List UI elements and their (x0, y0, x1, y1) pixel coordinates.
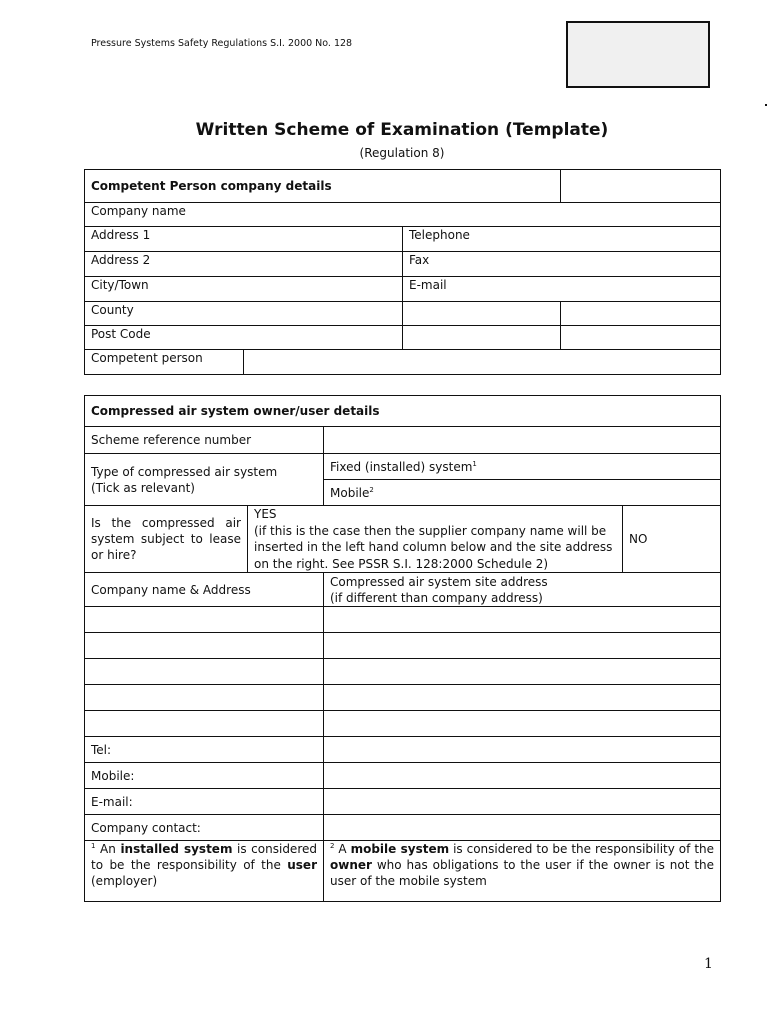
system-type-note: (Tick as relevant) (91, 480, 195, 495)
footnote-2 (324, 841, 721, 902)
email-field[interactable]: E-mail (403, 277, 721, 302)
company-address-line-2[interactable] (85, 633, 324, 659)
footnote-1 (85, 841, 324, 902)
competent-person-label: Competent person (85, 350, 244, 375)
site-address-line-2[interactable] (324, 633, 721, 659)
company-address-line-4[interactable] (85, 685, 324, 711)
footnote-1-term2: user (287, 858, 317, 872)
company-address-label: Company name & Address (85, 573, 324, 607)
page-title: Written Scheme of Examination (Template) (195, 120, 609, 140)
company-address-line-3[interactable] (85, 659, 324, 685)
site-contact-field[interactable] (324, 815, 721, 841)
stamp-box (566, 21, 710, 88)
site-mobile-field[interactable] (324, 763, 721, 789)
site-address-note: (if different than company address) (330, 590, 543, 605)
lease-no-option[interactable]: NO (623, 506, 721, 573)
owner-user-table (84, 395, 721, 902)
fixed-system-label: Fixed (installed) system (330, 459, 473, 474)
fixed-system-option[interactable] (324, 454, 721, 480)
company-address-line-1[interactable] (85, 607, 324, 633)
footnote-1-pre: An (95, 842, 121, 856)
mobile-system-label: Mobile (330, 485, 370, 500)
company-name-field[interactable]: Company name (85, 203, 721, 227)
site-address-label (324, 573, 721, 607)
footnote-ref-1: 1 (472, 459, 477, 468)
site-address-line-1[interactable] (324, 607, 721, 633)
mobile-system-option[interactable] (324, 480, 721, 506)
site-address-line-3[interactable] (324, 659, 721, 685)
footnote-2-term2: owner (330, 858, 372, 872)
competent-person-table (84, 169, 721, 375)
company-address-line-5[interactable] (85, 711, 324, 737)
page-number: 1 (704, 956, 713, 972)
lease-yes-label: YES (254, 507, 277, 521)
competent-person-field[interactable] (244, 350, 721, 375)
footnote-2-mid: is considered to be the responsibility of the (449, 842, 715, 856)
tel-field[interactable]: Tel: (85, 737, 324, 763)
footnote-1-post: (employer) (91, 874, 158, 888)
fax-field[interactable]: Fax (403, 252, 721, 277)
address1-field[interactable]: Address 1 (85, 227, 403, 252)
competent-person-heading-field[interactable] (561, 170, 721, 203)
post-code-extra-field-b[interactable] (561, 326, 721, 350)
footnote-2-pre: A (334, 842, 351, 856)
footnote-1-term: installed system (120, 842, 233, 856)
scheme-ref-label: Scheme reference number (85, 427, 324, 454)
footnote-1-mid: is considered to be the responsibility of the (91, 842, 317, 872)
county-field[interactable]: County (85, 302, 403, 326)
lease-question: Is the compressed air system subject to lease or hire? (85, 506, 248, 573)
email-field-owner[interactable]: E-mail: (85, 789, 324, 815)
system-type-text: Type of compressed air system (91, 464, 278, 479)
lease-yes-note: (if this is the case then the supplier company name will be inserted in the left hand column below and the site address on the right. See PSSR S.I. 128:2000 Schedule 2) (254, 523, 613, 571)
footnote-ref-2: 2 (369, 485, 374, 494)
address2-field[interactable]: Address 2 (85, 252, 403, 277)
regulation-note: Pressure Systems Safety Regulations S.I. 2000 No. 128 (91, 38, 353, 49)
site-tel-field[interactable] (324, 737, 721, 763)
competent-person-heading: Competent Person company details (85, 170, 561, 203)
scheme-ref-field[interactable] (324, 427, 721, 454)
page-subtitle: (Regulation 8) (359, 146, 445, 160)
site-email-field[interactable] (324, 789, 721, 815)
mobile-field[interactable]: Mobile: (85, 763, 324, 789)
telephone-field[interactable]: Telephone (403, 227, 721, 252)
footnote-2-number: 2 (330, 842, 335, 850)
footnote-2-term: mobile system (350, 842, 450, 856)
county-extra-field-a[interactable] (403, 302, 561, 326)
system-type-label (85, 454, 324, 506)
owner-user-heading: Compressed air system owner/user details (85, 396, 721, 427)
site-address-text: Compressed air system site address (330, 574, 548, 589)
site-address-line-5[interactable] (324, 711, 721, 737)
footnote-2-post: who has obligations to the user if the owner is not the user of the mobile system (330, 858, 715, 888)
post-code-field[interactable]: Post Code (85, 326, 403, 350)
county-extra-field-b[interactable] (561, 302, 721, 326)
footnote-1-number: 1 (91, 842, 96, 850)
lease-yes-option[interactable] (248, 506, 623, 573)
site-address-line-4[interactable] (324, 685, 721, 711)
post-code-extra-field-a[interactable] (403, 326, 561, 350)
stray-mark (765, 104, 767, 106)
city-field[interactable]: City/Town (85, 277, 403, 302)
company-contact-field[interactable]: Company contact: (85, 815, 324, 841)
